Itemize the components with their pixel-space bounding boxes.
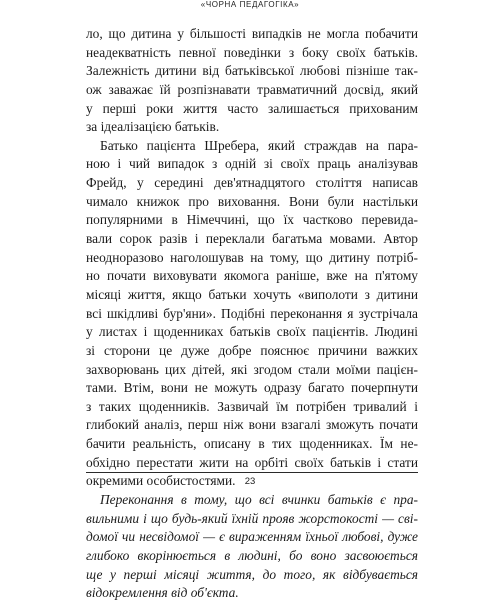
text-line: Батько пацієнта Шребера, який страждав на пара- (100, 137, 418, 153)
paragraph (86, 137, 418, 491)
text-line: чимало книжок про виховання. Вони були настільки (86, 193, 418, 209)
text-line: но почати виховувати якомога раніше, вже на п'ятому (86, 268, 418, 284)
text-line: глибокий аналіз, перш ніж вони взагалі зможуть почати (86, 417, 418, 433)
text-line: бачити реальність, описану в тих щоденниках. Їм не- (86, 436, 418, 452)
text-line: Фрейд, у середині дев'ятнадцятого століття написав (86, 175, 418, 191)
page-number: 23 (244, 476, 256, 487)
text-line: у перші роки життя часто залишається прихованим (86, 100, 418, 116)
text-line: ло, що дитина у більшості випадків не могла побачити (86, 26, 418, 41)
text-line: вали сорок разів і переклали багатьма мовами. Автор (86, 231, 418, 247)
text-line: зі сторони це дуже добре пояснює причини важких (86, 342, 418, 358)
text-line: у листах і щоденниках батьків своїх пацієнтів. Людині (86, 324, 418, 340)
footer-rule (86, 472, 418, 473)
text-line: тами. Втім, вони не можуть одразу багато почерпнути (86, 380, 418, 396)
text-line: окремими особистостями. (86, 473, 236, 489)
text-line: місяці життя, якщо батьки хочуть «виполоти з дитини (86, 286, 418, 302)
body-text (86, 25, 418, 603)
text-line: Переконання в тому, що всі вчинки батьків є пра- (100, 492, 418, 508)
text-line: ож заважає їй розпізнавати травматичний досвід, який (86, 81, 418, 97)
text-line: ною і чий випадок з одній зі своїх праць аналізував (86, 156, 418, 172)
text-line: домої чи несвідомої — є вираженням їхньої любові, дуже (86, 529, 418, 545)
paragraph (86, 25, 418, 137)
text-line: Залежність дитини від батьківської любові пізніше так- (86, 63, 418, 79)
text-line: відокремлення від об'єкта. (86, 585, 239, 601)
text-line: всі шкідливі бур'яни». Подібні переконання я зустрічала (86, 305, 418, 321)
text-line: з таких щоденників. Зазвичай їм потрібен тривалий і (86, 398, 418, 414)
text-line: обхідно перестати жити на орбіті своїх батьків і стати (86, 454, 418, 470)
text-line: захворювань цих дітей, які згодом стали моїми пацієн- (86, 361, 418, 377)
text-line: ще у перші місяці життя, до того, як відбувається (86, 566, 418, 582)
text-line: популярними в Німеччині, що їх частково перевида- (86, 212, 418, 228)
text-line: неадекватність певної поведінки з боку своїх батьків. (86, 44, 418, 60)
text-line: вильними і що будь-який їхній прояв жорстокості — сві- (86, 510, 418, 526)
text-line: за ідеалізацією батьків. (86, 119, 220, 135)
running-head: «ЧОРНА ПЕДАГОГІКА» (200, 0, 300, 9)
italic-paragraph (86, 491, 418, 603)
text-line: глибоко вкорінюється в людині, бо воно засвоюється (86, 547, 418, 563)
text-line: неодноразово наголошував на тому, що дитину потріб- (86, 249, 418, 265)
